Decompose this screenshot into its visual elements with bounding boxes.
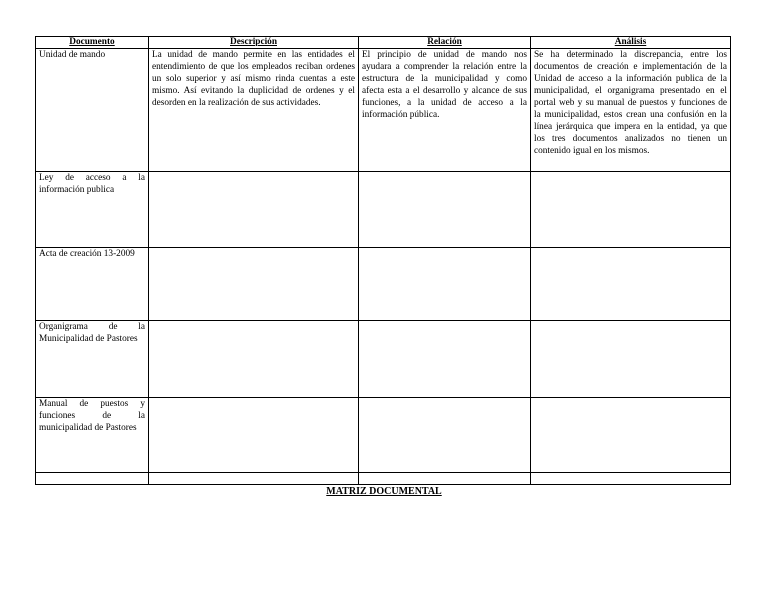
cell-documento: Unidad de mando bbox=[36, 49, 149, 172]
document-matrix-table bbox=[35, 36, 731, 485]
cell-descripcion bbox=[149, 248, 359, 321]
table-row bbox=[36, 321, 731, 398]
cell-descripcion bbox=[149, 321, 359, 398]
header-relacion: Relación bbox=[359, 37, 531, 49]
cell-relacion bbox=[359, 172, 531, 248]
cell-documento: Acta de creación 13-2009 bbox=[36, 248, 149, 321]
cell-analisis bbox=[531, 248, 731, 321]
table-row bbox=[36, 473, 731, 485]
table-row bbox=[36, 172, 731, 248]
table-row bbox=[36, 49, 731, 172]
header-descripcion: Descripción bbox=[149, 37, 359, 49]
cell-descripcion: La unidad de mando permite en las entidades el entendimiento de que los empleados reciban ordenes un solo superior y así mismo rinda cuentas a este mismo. Así evitando la duplicidad de ordenes y el desorden en la realización de sus actividades. bbox=[149, 49, 359, 172]
cell-relacion bbox=[359, 473, 531, 485]
cell-relacion bbox=[359, 248, 531, 321]
cell-descripcion bbox=[149, 398, 359, 473]
cell-relacion bbox=[359, 321, 531, 398]
cell-documento bbox=[36, 473, 149, 485]
table-row bbox=[36, 398, 731, 473]
cell-analisis bbox=[531, 321, 731, 398]
cell-relacion: El principio de unidad de mando nos ayudara a comprender la relación entre la estructura de la municipalidad y como afecta esta a el desarrollo y alcance de sus funciones, a la unidad de acceso a la información pública. bbox=[359, 49, 531, 172]
matrix-caption: MATRIZ DOCUMENTAL bbox=[326, 486, 442, 497]
cell-documento: Ley de acceso a la información publica bbox=[36, 172, 149, 248]
header-documento: Documento bbox=[36, 37, 149, 49]
cell-documento: Manual de puestos y funciones de la municipalidad de Pastores bbox=[36, 398, 149, 473]
cell-analisis bbox=[531, 473, 731, 485]
cell-analisis bbox=[531, 398, 731, 473]
header-row bbox=[36, 37, 731, 49]
cell-descripcion bbox=[149, 473, 359, 485]
cell-relacion bbox=[359, 398, 531, 473]
cell-documento: Organigrama de la Municipalidad de Pastores bbox=[36, 321, 149, 398]
table-row bbox=[36, 248, 731, 321]
cell-analisis bbox=[531, 172, 731, 248]
cell-analisis: Se ha determinado la discrepancia, entre los documentos de creación e implementación de la Unidad de acceso a la información publica de la municipalidad, el organigrama presentado en el portal web y su manual de puestos y funciones de la municipalidad, estos crean una confusión en la línea jerárquica que impera en la entidad, ya que los tres documentos analizados no tienen un contenido igual en los mismos. bbox=[531, 49, 731, 172]
cell-descripcion bbox=[149, 172, 359, 248]
header-analisis: Análisis bbox=[531, 37, 731, 49]
